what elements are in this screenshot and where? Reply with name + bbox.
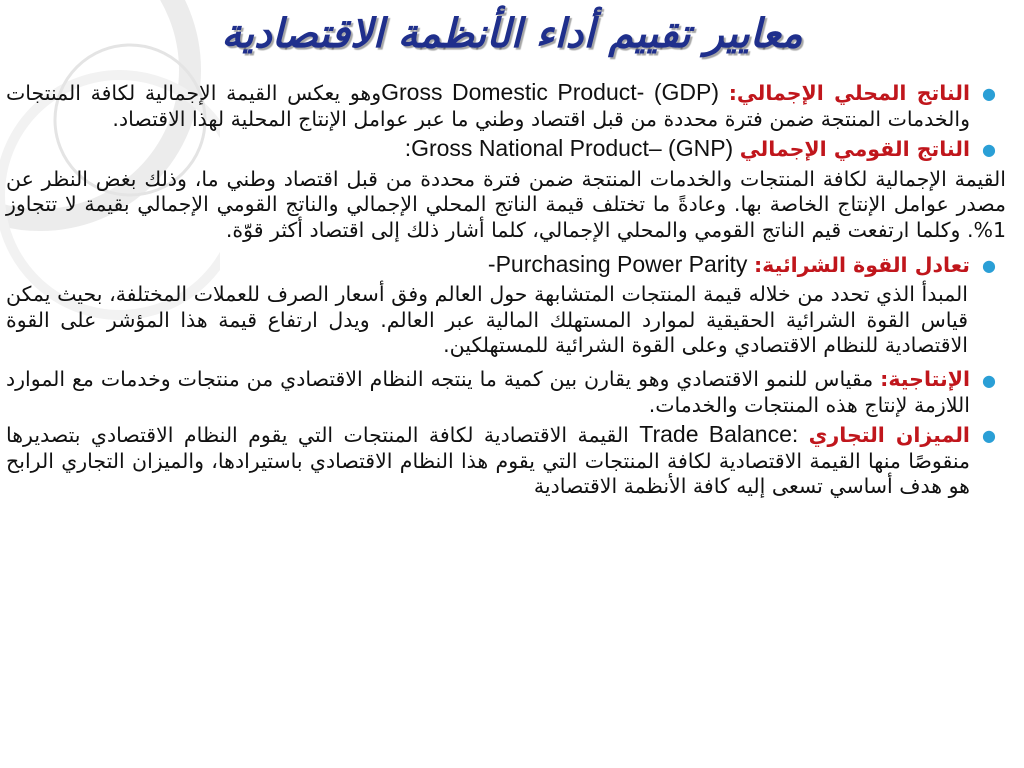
slide-content [6, 80, 1006, 504]
desc-trade-balance: القيمة الاقتصادية لكافة المنتجات التي يقوم النظام الاقتصادي بتصديرها منقوصًا منها القيمة الاقتصادية لكافة المنتجات التي يقوم هذا النظام الاقتصادي باستيرادها، والميزان التجاري الرابح هو هدف أساسي تسعى إليه كافة الأنظمة الاقتصادية [6, 423, 970, 499]
desc-gnp: القيمة الإجمالية لكافة المنتجات والخدمات المنتجة ضمن فترة محددة من قبل اقتصاد وطني ما، وذلك بغض النظر عن مصدر عوامل الإنتاج الخاصة بها. وعادةً ما تختلف قيمة الناتج المحلي الإجمالي والناتج القومي الإجمالي بقيمة لا تتجاوز 1%. وكلما ارتفعت قيم الناتج القومي والمحلي الإجمالي، كلما أشار ذلك إلى اقتصاد أكثر قوّة. [6, 166, 1006, 242]
bullet-gdp [6, 80, 1006, 132]
term-ppp-en: Purchasing Power Parity- [487, 250, 748, 277]
desc-ppp: المبدأ الذي تحدد من خلاله قيمة المنتجات المتشابهة حول العالم وفق أسعار الصرف للعملات المختلفة، بحيث يمكن قياس القوة الشرائية الحقيقية لموارد المستهلك المالية عبر العالم. ويدل ارتفاع قيمة هذا المؤشر على القوة الاقتصادية للنظام الاقتصادي وعلى القوة الشرائية للمستهلكين. [6, 282, 968, 358]
term-productivity: الإنتاجية: [880, 366, 970, 391]
bullet-ppp [6, 252, 1006, 279]
term-ppp: تعادل القوة الشرائية: [753, 252, 970, 277]
bullet-dot-icon: ● [982, 370, 996, 390]
term-gnp: الناتج القومي الإجمالي [739, 137, 970, 162]
term-gnp-en: Gross National Product– (GNP): [404, 135, 734, 162]
term-gdp-en: Gross Domestic Product- (GDP) [381, 79, 720, 105]
bullet-productivity [6, 367, 1006, 418]
bullet-gnp [6, 136, 1006, 163]
bullet-dot-icon: ● [982, 140, 996, 160]
bullet-dot-icon: ● [982, 255, 996, 275]
bullet-dot-icon: ● [982, 426, 996, 446]
desc-gdp: وهو يعكس القيمة الإجمالية لكافة المنتجات والخدمات المنتجة ضمن فترة محددة من قبل اقتصاد وطني ما عبر عوامل الإنتاج المحلية لهذا الاقتصاد. [6, 81, 970, 131]
bullet-dot-icon: ● [982, 84, 996, 103]
desc-productivity: مقياس للنمو الاقتصادي وهو يقارن بين كمية ما ينتجه النظام الاقتصادي من منتجات وخدمات مع الموارد اللازمة لإنتاج هذه المنتجات والخدمات. [6, 366, 970, 417]
bullet-trade-balance [6, 422, 1006, 500]
term-trade-balance: الميزان التجاري [808, 423, 970, 448]
slide-title: معايير تقييم أداء الأنظمة الاقتصادية [221, 10, 803, 57]
term-gdp: الناتج المحلي الإجمالي: [728, 81, 971, 105]
term-trade-balance-en: :Trade Balance [639, 421, 799, 448]
